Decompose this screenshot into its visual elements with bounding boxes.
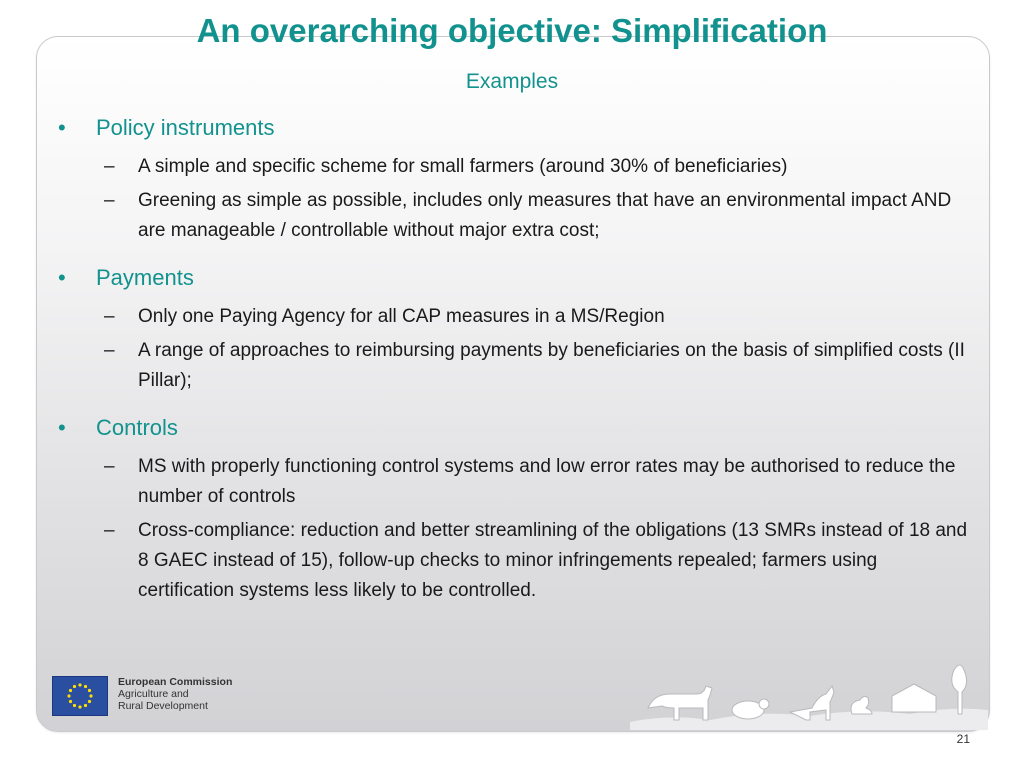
slide-subtitle: Examples xyxy=(465,70,559,93)
slide-content xyxy=(56,114,976,610)
list-item xyxy=(104,452,976,512)
list-item-text: MS with properly functioning control systems and low error rates may be authorised to reduce the number of controls xyxy=(138,456,956,507)
list-item-text: A simple and specific scheme for small farmers (around 30% of beneficiaries) xyxy=(138,156,788,177)
bullet-heading-text: Payments xyxy=(96,265,194,290)
list-item-text: A range of approaches to reimbursing payments by beneficiaries on the basis of simplified costs (II Pillar); xyxy=(138,340,965,391)
farm-animals-illustration xyxy=(630,650,990,730)
bullet-heading xyxy=(56,114,976,142)
slide-title: An overarching objective: Simplification xyxy=(196,12,828,49)
list-item xyxy=(104,152,976,182)
list-item xyxy=(104,516,976,606)
eu-flag-icon xyxy=(52,676,108,716)
dash-mark: – xyxy=(104,190,115,211)
dash-mark: – xyxy=(104,456,115,477)
dash-mark: – xyxy=(104,520,115,541)
dash-mark: – xyxy=(104,156,115,177)
dash-mark: – xyxy=(104,306,115,327)
bullet-heading-text: Policy instruments xyxy=(96,115,275,140)
bullet-heading xyxy=(56,264,976,292)
organization-name xyxy=(118,676,232,712)
bullet-heading xyxy=(56,414,976,442)
org-name: European Commission xyxy=(118,676,233,688)
bullet-mark: • xyxy=(58,415,66,440)
page-number: 21 xyxy=(956,732,970,746)
section-controls xyxy=(56,414,976,606)
list-item-text: Cross-compliance: reduction and better streamlining of the obligations (13 SMRs instead of 18 and 8 GAEC instead of 15), follow-up checks to minor infringements repealed; farmers using certification systems less likely to be controlled. xyxy=(138,520,968,601)
dept-line-2: Rural Development xyxy=(118,700,208,712)
dept-line-1: Agriculture and xyxy=(118,688,189,700)
dash-mark: – xyxy=(104,340,115,361)
bullet-heading-text: Controls xyxy=(96,415,178,440)
list-item-text: Only one Paying Agency for all CAP measures in a MS/Region xyxy=(138,306,665,327)
bullet-mark: • xyxy=(58,265,66,290)
list-item xyxy=(104,336,976,396)
list-item-text: Greening as simple as possible, includes only measures that have an environmental impact AND are manageable / controllable without major extra cost; xyxy=(138,190,952,241)
bullet-mark: • xyxy=(58,115,66,140)
section-payments xyxy=(56,264,976,396)
section-policy-instruments xyxy=(56,114,976,246)
eu-commission-logo xyxy=(52,676,232,716)
list-item xyxy=(104,302,976,332)
list-item xyxy=(104,186,976,246)
